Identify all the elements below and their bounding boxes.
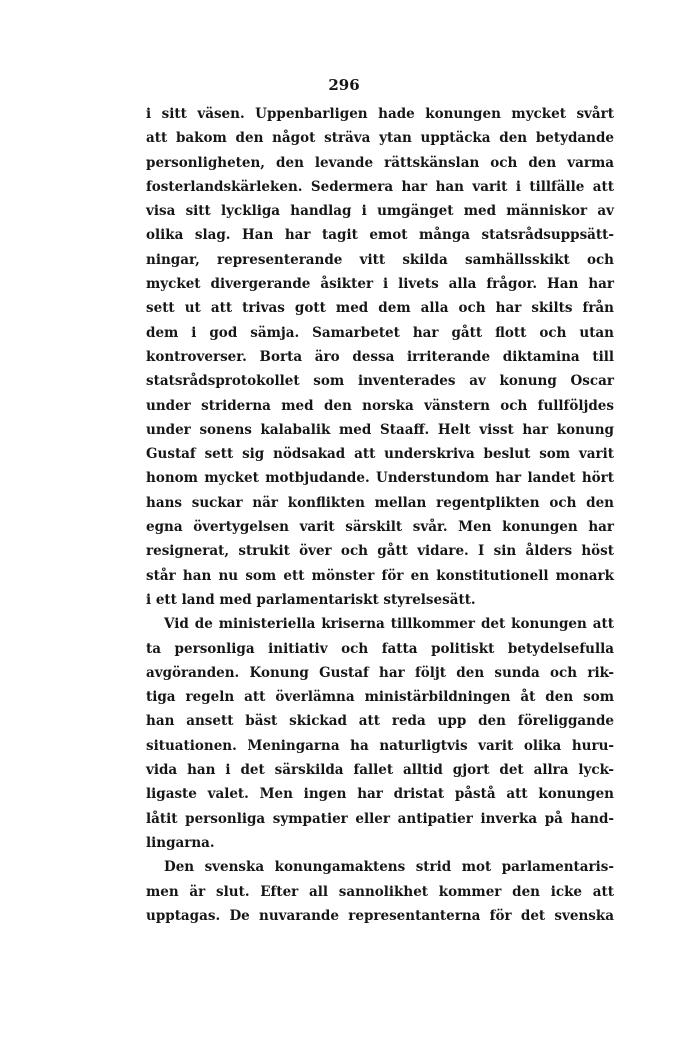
text-line: Gustaf sett sig nödsakad att underskriva beslut som varit: [146, 446, 614, 463]
text-line: står han nu som ett mönster för en konstitutionell monark: [146, 567, 614, 584]
text-line: ningar, representerande vitt skilda samhällsskikt och: [146, 251, 614, 268]
text-line: dem i god sämja. Samarbetet har gått flott och utan: [146, 324, 614, 341]
paragraph-2: [146, 612, 614, 855]
text-line: tiga regeln att överlämna ministärbildningen åt den som: [146, 689, 614, 706]
text-line: mycket divergerande åsikter i livets alla frågor. Han har: [146, 276, 614, 293]
text-line: Vid de ministeriella kriserna tillkommer det konungen att: [164, 616, 614, 633]
text-line: kontroverser. Borta äro dessa irriterande diktamina till: [146, 348, 614, 365]
text-line: situationen. Meningarna ha naturligtvis varit olika huru-: [146, 737, 614, 754]
text-line: honom mycket motbjudande. Understundom har landet hört: [146, 470, 614, 487]
text-line: han ansett bäst skickad att reda upp den föreliggande: [146, 713, 614, 730]
text-line: under sonens kalabalik med Staaff. Helt visst har konung: [146, 421, 614, 438]
text-line: egna övertygelsen varit särskilt svår. Men konungen har: [146, 519, 614, 536]
text-line: resignerat, strukit över och gått vidare. I sin ålders höst: [146, 543, 614, 560]
text-line: visa sitt lyckliga handlag i umgänget med människor av: [146, 203, 614, 220]
text-line: hans suckar när konflikten mellan regentplikten och den: [146, 494, 614, 511]
text-line: lingarna.: [146, 834, 215, 851]
text-line: sett ut att trivas gott med dem alla och har skilts från: [146, 300, 614, 317]
text-line: låtit personliga sympatier eller antipatier inverka på hand-: [146, 810, 614, 827]
text-line: i sitt väsen. Uppenbarligen hade konungen mycket svårt: [146, 106, 614, 122]
text-line: under striderna med den norska vänstern och fullföljdes: [146, 397, 614, 414]
text-line: statsrådsprotokollet som inventerades av konung Oscar: [146, 373, 614, 390]
text-line: fosterlandskärleken. Sedermera har han varit i tillfälle att: [146, 178, 614, 195]
text-line: att bakom den något sträva ytan upptäcka den betydande: [146, 130, 614, 147]
paragraph-1: [146, 102, 614, 612]
text-line: avgöranden. Konung Gustaf har följt den sunda och rik-: [146, 664, 614, 681]
text-line: men är slut. Efter all sannolikhet kommer den icke att: [146, 883, 614, 900]
text-line: upptagas. De nuvarande representanterna för det svenska: [146, 907, 614, 924]
text-line: vida han i det särskilda fallet alltid gjort det allra lyck-: [146, 762, 614, 779]
body-text: [146, 102, 614, 928]
paragraph-3: [146, 855, 614, 928]
text-line: ligaste valet. Men ingen har dristat påstå att konungen: [146, 786, 614, 803]
text-line: Den svenska konungamaktens strid mot parlamentaris-: [164, 859, 614, 876]
text-line: personligheten, den levande rättskänslan och den varma: [146, 154, 614, 171]
text-line: i ett land med parlamentariskt styrelsesätt.: [146, 591, 476, 608]
page-number: 296: [328, 76, 360, 94]
text-line: olika slag. Han har tagit emot många statsrådsuppsätt-: [146, 227, 614, 244]
text-line: ta personliga initiativ och fatta politiskt betydelsefulla: [146, 640, 614, 657]
